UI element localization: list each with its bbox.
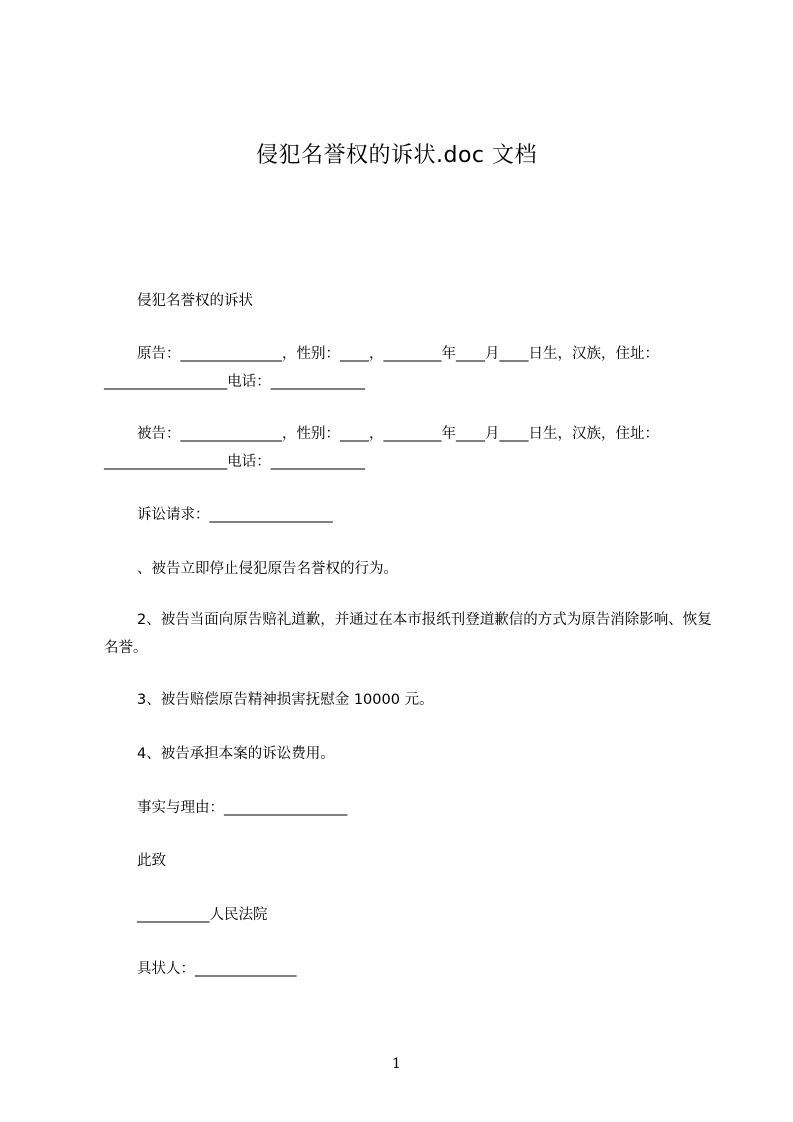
complaint-heading: 侵犯名誉权的诉状 — [137, 293, 253, 309]
defendant-info: 被告：______________，性别：____，________年____月____日生，汉族，住址：_________________电话：_____________ — [104, 426, 659, 470]
document-title: 侵犯名誉权的诉状.doc 文档 — [255, 143, 537, 168]
facts-and-reasons-label: 事实与理由：_________________ — [137, 800, 348, 816]
signer-line: 具状人：______________ — [137, 961, 297, 977]
court-line: __________人民法院 — [137, 907, 268, 923]
claim-item-3: 3、被告赔偿原告精神损害抚慰金 10000 元。 — [137, 692, 434, 708]
claim-item-1: 、被告立即停止侵犯原告名誉权的行为。 — [137, 561, 398, 577]
salutation: 此致 — [137, 853, 166, 869]
page-number: 1 — [392, 1056, 401, 1072]
claims-label: 诉讼请求：_________________ — [137, 507, 333, 523]
claim-item-4: 4、被告承担本案的诉讼费用。 — [137, 746, 335, 762]
plaintiff-info: 原告：______________，性别：____，________年____月____日生，汉族，住址：_________________电话：_____________ — [104, 346, 659, 390]
claim-item-2: 2、被告当面向原告赔礼道歉，并通过在本市报纸刊登道歉信的方式为原告消除影响、恢复名誉。 — [104, 612, 712, 656]
